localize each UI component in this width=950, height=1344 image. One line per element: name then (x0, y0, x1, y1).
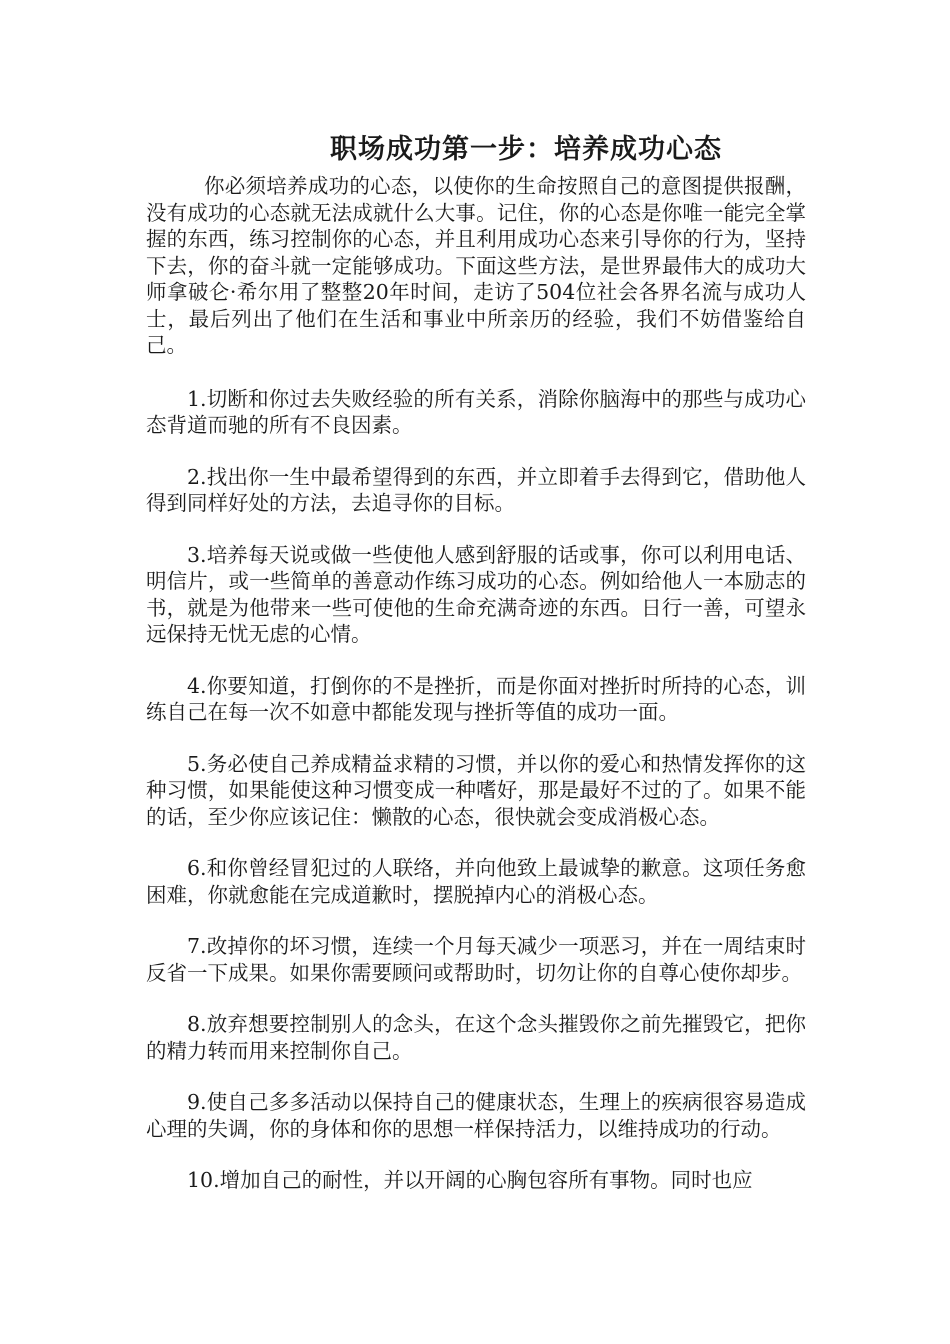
list-item-2: 2.找出你一生中最希望得到的东西，并立即着手去得到它，借助他人得到同样好处的方法，去追寻你的目标。 (146, 464, 806, 515)
list-item-4: 4.你要知道，打倒你的不是挫折，而是你面对挫折时所持的心态，训练自己在每一次不如意中都能发现与挫折等值的成功一面。 (146, 673, 806, 724)
list-item-6: 6.和你曾经冒犯过的人联络，并向他致上最诚挚的歉意。这项任务愈困难，你就愈能在完成道歉时，摆脱掉内心的消极心态。 (146, 856, 806, 907)
intro-paragraph: 你必须培养成功的心态，以使你的生命按照自己的意图提供报酬，没有成功的心态就无法成就什么大事。记住，你的心态是你唯一能完全掌握的东西，练习控制你的心态，并且利用成功心态来引导你的行为，坚持下去，你的奋斗就一定能够成功。下面这些方法，是世界最伟大的成功大师拿破仑·希尔用了整整20年时间，走访了504位社会各界名流与成功人士，最后列出了他们在生活和事业中所亲历的经验，我们不妨借鉴给自己。 (146, 174, 806, 357)
list-item-7: 7.改掉你的坏习惯，连续一个月每天减少一项恶习，并在一周结束时反省一下成果。如果你需要顾问或帮助时，切勿让你的自尊心使你却步。 (146, 934, 806, 985)
list-item-10: 10.增加自己的耐性，并以开阔的心胸包容所有事物。同时也应 (187, 1168, 753, 1192)
list-item-1: 1.切断和你过去失败经验的所有关系，消除你脑海中的那些与成功心态背道而驰的所有不良因素。 (146, 386, 806, 437)
list-item-5: 5.务必使自己养成精益求精的习惯，并以你的爱心和热情发挥你的这种习惯，如果能使这种习惯变成一种嗜好，那是最好不过的了。如果不能的话，至少你应该记住：懒散的心态，很快就会变成消极心态。 (146, 751, 806, 829)
document-body (146, 173, 806, 1219)
page-title: 职场成功第一步：培养成功心态 (330, 134, 722, 165)
list-item-8: 8.放弃想要控制别人的念头，在这个念头摧毁你之前先摧毁它，把你的精力转而用来控制你自己。 (146, 1012, 806, 1063)
list-item-9: 9.使自己多多活动以保持自己的健康状态，生理上的疾病很容易造成心理的失调，你的身体和你的思想一样保持活力，以维持成功的行动。 (146, 1090, 806, 1141)
list-item-3: 3.培养每天说或做一些使他人感到舒服的话或事，你可以利用电话、明信片，或一些简单的善意动作练习成功的心态。例如给他人一本励志的书，就是为他带来一些可使他的生命充满奇迹的东西。日行一善，可望永远保持无忧无虑的心情。 (146, 542, 806, 646)
